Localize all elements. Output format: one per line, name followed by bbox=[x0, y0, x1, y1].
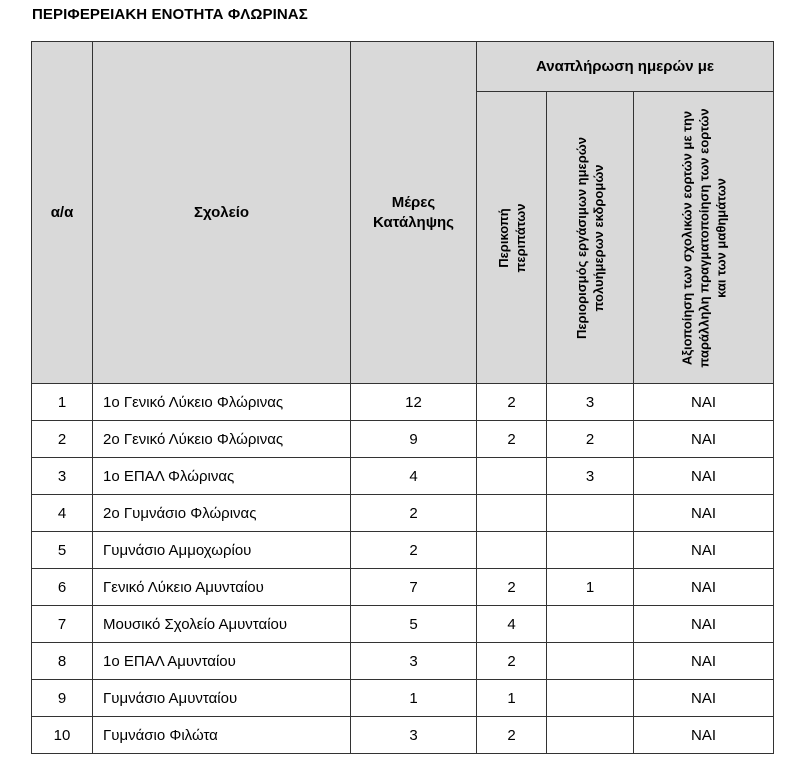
cell-school: 1ο ΕΠΑΛ Αμυνταίου bbox=[93, 643, 351, 680]
table-header bbox=[32, 42, 774, 384]
cell-limit-trips bbox=[547, 643, 634, 680]
table-row bbox=[32, 643, 774, 680]
cell-days: 4 bbox=[351, 458, 477, 495]
cell-celebrations: ΝΑΙ bbox=[634, 458, 774, 495]
cell-cut-walks bbox=[477, 532, 547, 569]
cell-index: 2 bbox=[32, 421, 93, 458]
table-row bbox=[32, 680, 774, 717]
cell-school: 1ο ΕΠΑΛ Φλώρινας bbox=[93, 458, 351, 495]
cell-celebrations: ΝΑΙ bbox=[634, 569, 774, 606]
header-index: α/α bbox=[32, 42, 93, 384]
cell-index: 7 bbox=[32, 606, 93, 643]
cell-index: 4 bbox=[32, 495, 93, 532]
header-school: Σχολείο bbox=[93, 42, 351, 384]
cell-index: 9 bbox=[32, 680, 93, 717]
cell-celebrations: ΝΑΙ bbox=[634, 717, 774, 754]
cell-celebrations: ΝΑΙ bbox=[634, 421, 774, 458]
cell-limit-trips: 3 bbox=[547, 384, 634, 421]
cell-cut-walks: 2 bbox=[477, 717, 547, 754]
cell-days: 3 bbox=[351, 643, 477, 680]
cell-days: 1 bbox=[351, 680, 477, 717]
header-days: Μέρες Κατάληψης bbox=[351, 42, 477, 384]
cell-school: Γυμνάσιο Φιλώτα bbox=[93, 717, 351, 754]
cell-cut-walks: 2 bbox=[477, 643, 547, 680]
cell-index: 3 bbox=[32, 458, 93, 495]
cell-cut-walks: 2 bbox=[477, 569, 547, 606]
cell-cut-walks: 4 bbox=[477, 606, 547, 643]
header-sub-cut-walks: Περικοπή περιπάτων bbox=[477, 92, 547, 384]
cell-days: 12 bbox=[351, 384, 477, 421]
cell-index: 6 bbox=[32, 569, 93, 606]
cell-limit-trips: 2 bbox=[547, 421, 634, 458]
cell-days: 2 bbox=[351, 495, 477, 532]
table-row bbox=[32, 606, 774, 643]
cell-index: 1 bbox=[32, 384, 93, 421]
cell-school: Γυμνάσιο Αμυνταίου bbox=[93, 680, 351, 717]
cell-limit-trips bbox=[547, 495, 634, 532]
cell-limit-trips bbox=[547, 532, 634, 569]
cell-limit-trips bbox=[547, 606, 634, 643]
cell-cut-walks: 2 bbox=[477, 421, 547, 458]
table-body bbox=[32, 384, 774, 754]
table-row bbox=[32, 458, 774, 495]
cell-days: 7 bbox=[351, 569, 477, 606]
table-row bbox=[32, 532, 774, 569]
table-row bbox=[32, 717, 774, 754]
cell-days: 5 bbox=[351, 606, 477, 643]
schools-table bbox=[31, 41, 774, 754]
cell-school: 2ο Γενικό Λύκειο Φλώρινας bbox=[93, 421, 351, 458]
cell-celebrations: ΝΑΙ bbox=[634, 495, 774, 532]
cell-index: 8 bbox=[32, 643, 93, 680]
cell-index: 10 bbox=[32, 717, 93, 754]
cell-school: Γενικό Λύκειο Αμυνταίου bbox=[93, 569, 351, 606]
table-row bbox=[32, 569, 774, 606]
cell-school: 2ο Γυμνάσιο Φλώρινας bbox=[93, 495, 351, 532]
cell-school: 1ο Γενικό Λύκειο Φλώρινας bbox=[93, 384, 351, 421]
cell-cut-walks bbox=[477, 495, 547, 532]
cell-limit-trips bbox=[547, 680, 634, 717]
cell-celebrations: ΝΑΙ bbox=[634, 384, 774, 421]
cell-school: Γυμνάσιο Αμμοχωρίου bbox=[93, 532, 351, 569]
header-group: Αναπλήρωση ημερών με bbox=[477, 42, 774, 92]
cell-days: 3 bbox=[351, 717, 477, 754]
cell-limit-trips: 1 bbox=[547, 569, 634, 606]
table-row bbox=[32, 421, 774, 458]
header-sub-celebrations: Αξιοποίηση των σχολικών εορτών με την παράλληλη πραγματοποίηση των εορτών και των μαθημάτων bbox=[634, 92, 774, 384]
table-row bbox=[32, 384, 774, 421]
cell-cut-walks: 1 bbox=[477, 680, 547, 717]
cell-cut-walks bbox=[477, 458, 547, 495]
cell-days: 9 bbox=[351, 421, 477, 458]
cell-limit-trips bbox=[547, 717, 634, 754]
header-sub-limit-trips: Περιορισμός εργάσιμων ημερών πολυήμερων εκδρομών bbox=[547, 92, 634, 384]
cell-celebrations: ΝΑΙ bbox=[634, 532, 774, 569]
cell-limit-trips: 3 bbox=[547, 458, 634, 495]
cell-cut-walks: 2 bbox=[477, 384, 547, 421]
cell-celebrations: ΝΑΙ bbox=[634, 643, 774, 680]
cell-days: 2 bbox=[351, 532, 477, 569]
cell-index: 5 bbox=[32, 532, 93, 569]
cell-celebrations: ΝΑΙ bbox=[634, 680, 774, 717]
table-row bbox=[32, 495, 774, 532]
cell-school: Μουσικό Σχολείο Αμυνταίου bbox=[93, 606, 351, 643]
page-title: ΠΕΡΙΦΕΡΕΙΑΚΗ ΕΝΟΤΗΤΑ ΦΛΩΡΙΝΑΣ bbox=[32, 6, 308, 23]
cell-celebrations: ΝΑΙ bbox=[634, 606, 774, 643]
